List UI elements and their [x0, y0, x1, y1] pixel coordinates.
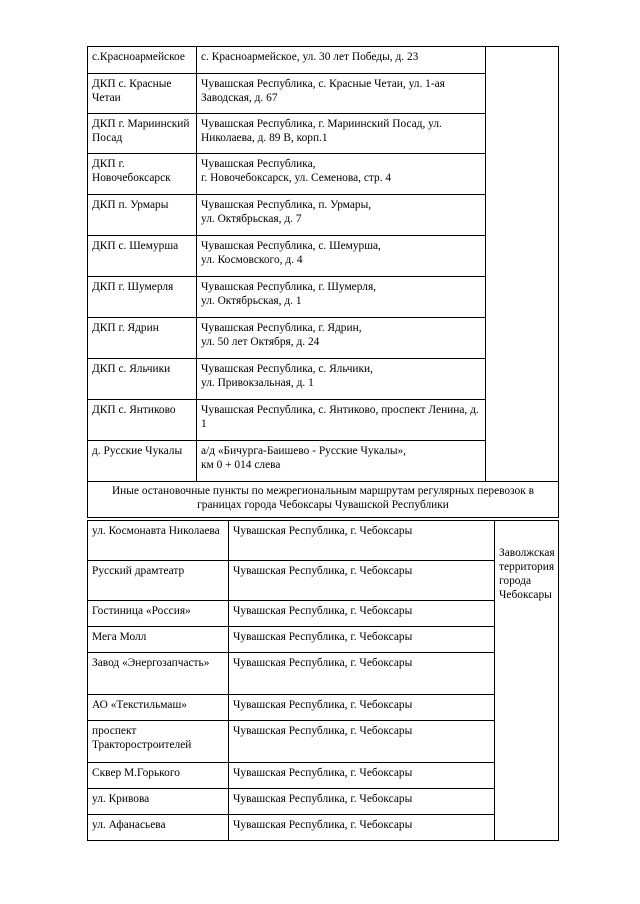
section-heading: Иные остановочные пункты по межрегиональным маршрутам регулярных перевозок в границах города Чебоксары Чувашской Республики: [88, 482, 559, 518]
stop-name: ДКП с. Шемурша: [88, 236, 197, 277]
stop-address: Чувашская Республика, г. Чебоксары: [229, 789, 495, 815]
table-row: [88, 521, 559, 561]
table-row: [88, 601, 559, 627]
stop-name: ул. Афанасьева: [88, 815, 229, 841]
table-row: [88, 695, 559, 721]
stop-name: ДКП г. Мариинский Посад: [88, 114, 197, 154]
stop-name: ДКП п. Урмары: [88, 195, 197, 236]
stop-name: ДКП г. Новочебоксарск: [88, 154, 197, 195]
stop-address: Чувашская Республика, г. Чебоксары: [229, 695, 495, 721]
territory-label: Заволжская территория города Чебоксары: [495, 521, 559, 841]
stop-name: ДКП с. Яльчики: [88, 359, 197, 400]
stop-name: ул. Кривова: [88, 789, 229, 815]
stop-address: Чувашская Республика, г. Шумерля, ул. Октябрьская, д. 1: [197, 277, 486, 318]
table-row: [88, 653, 559, 695]
stop-name: ДКП с. Красные Четаи: [88, 74, 197, 114]
stop-address: Чувашская Республика, с. Красные Четаи, ул. 1-ая Заводская, д. 67: [197, 74, 486, 114]
stop-name: АО «Текстильмаш»: [88, 695, 229, 721]
table-row: [88, 721, 559, 763]
stop-address: Чувашская Республика, с. Янтиково, проспект Ленина, д. 1: [197, 400, 486, 441]
table-row: [88, 789, 559, 815]
stop-address: Чувашская Республика, г. Чебоксары: [229, 627, 495, 653]
stop-name: с.Красноармейское: [88, 47, 197, 74]
section-heading-row: [88, 482, 559, 518]
stop-address: Чувашская Республика, г. Ядрин, ул. 50 лет Октября, д. 24: [197, 318, 486, 359]
stop-name: ДКП с. Янтиково: [88, 400, 197, 441]
table-row: [88, 815, 559, 841]
stop-name: Мега Молл: [88, 627, 229, 653]
stop-name: Завод «Энергозапчасть»: [88, 653, 229, 695]
stop-address: Чувашская Республика, п. Урмары, ул. Октябрьская, д. 7: [197, 195, 486, 236]
stop-name: Сквер М.Горького: [88, 763, 229, 789]
table-row: [88, 47, 559, 74]
territory-cell-empty: [486, 47, 559, 482]
stop-name: Гостиница «Россия»: [88, 601, 229, 627]
stop-address: Чувашская Республика, г. Чебоксары: [229, 815, 495, 841]
stop-name: проспект Тракторостроителей: [88, 721, 229, 763]
table-row: [88, 763, 559, 789]
stop-name: Русский драмтеатр: [88, 561, 229, 601]
table-row: [88, 561, 559, 601]
stop-address: Чувашская Республика, с. Шемурша, ул. Космовского, д. 4: [197, 236, 486, 277]
stop-address: Чувашская Республика, г. Чебоксары: [229, 601, 495, 627]
stop-address: Чувашская Республика, г. Мариинский Посад, ул. Николаева, д. 89 В, корп.1: [197, 114, 486, 154]
city-stops-table: [87, 520, 559, 841]
stop-name: ул. Космонавта Николаева: [88, 521, 229, 561]
stop-address: Чувашская Республика, г. Чебоксары: [229, 561, 495, 601]
stop-address: Чувашская Республика, г. Чебоксары: [229, 721, 495, 763]
stops-table: [87, 46, 559, 518]
stop-address: Чувашская Республика, г. Чебоксары: [229, 653, 495, 695]
stop-name: ДКП г. Шумерля: [88, 277, 197, 318]
stop-name: ДКП г. Ядрин: [88, 318, 197, 359]
stop-address: с. Красноармейское, ул. 30 лет Победы, д. 23: [197, 47, 486, 74]
stop-address: Чувашская Республика, г. Чебоксары: [229, 521, 495, 561]
stop-address: а/д «Бичурга-Баишево - Русские Чукалы», км 0 + 014 слева: [197, 441, 486, 482]
stop-address: Чувашская Республика, г. Чебоксары: [229, 763, 495, 789]
table-row: [88, 627, 559, 653]
stop-name: д. Русские Чукалы: [88, 441, 197, 482]
stop-address: Чувашская Республика, г. Новочебоксарск, ул. Семенова, стр. 4: [197, 154, 486, 195]
stop-address: Чувашская Республика, с. Яльчики, ул. Привокзальная, д. 1: [197, 359, 486, 400]
